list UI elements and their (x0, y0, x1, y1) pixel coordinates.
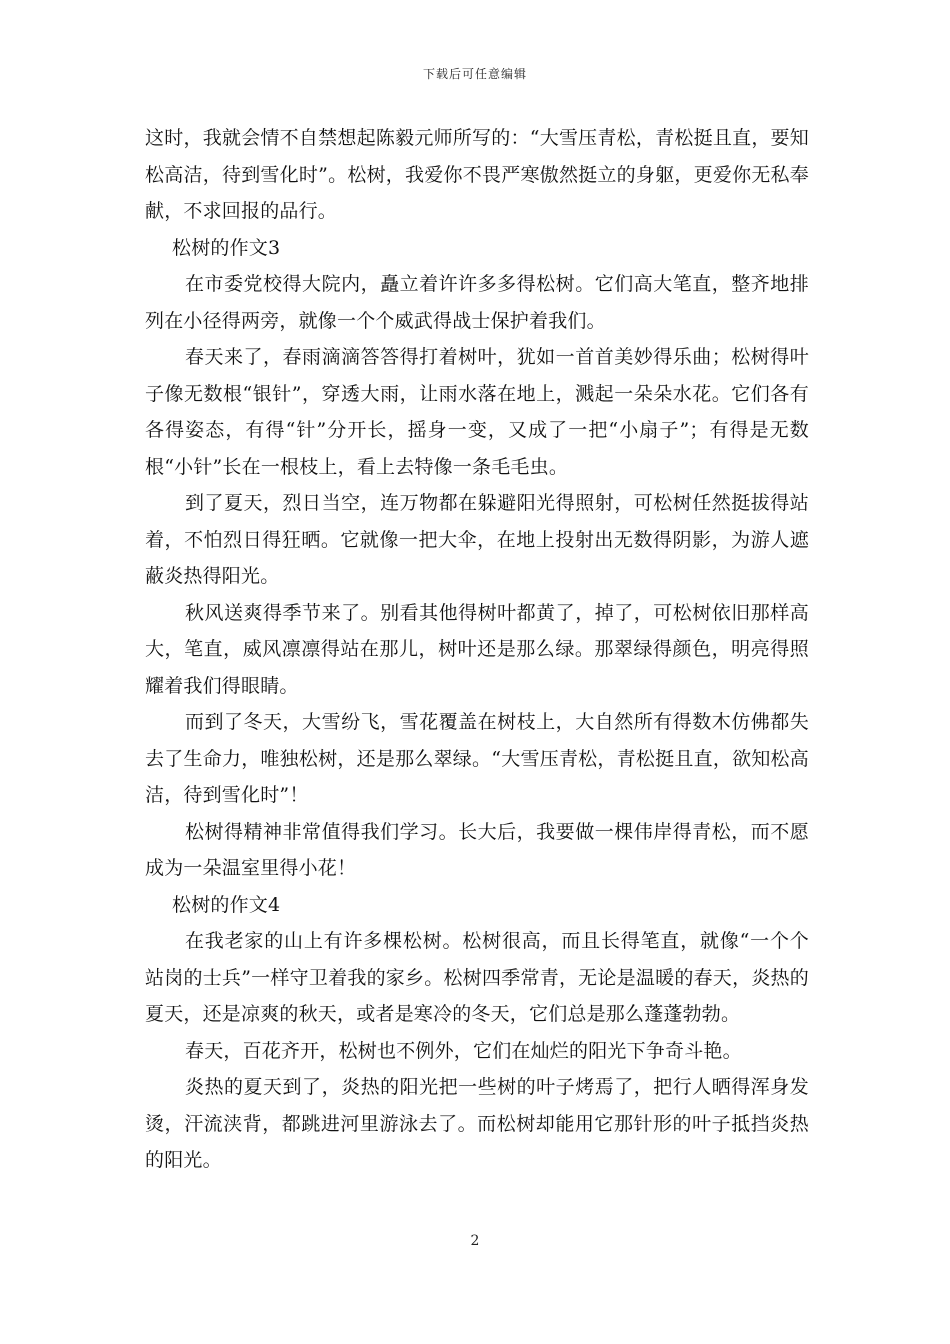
section-heading: 松树的作文4 (172, 893, 281, 916)
paragraph: 秋风送爽得季节来了。别看其他得树叶都黄了，掉了，可松树依旧那样高大，笔直，威风凛凛得站在那儿，树叶还是那么绿。那翠绿得颜色，明亮得照耀着我们得眼睛。 (145, 601, 809, 697)
page-number: 2 (470, 1233, 480, 1249)
paragraph: 在市委党校得大院内，矗立着许许多多得松树。它们高大笔直，整齐地排列在小径得两旁，就像一个个威武得战士保护着我们。 (145, 273, 809, 332)
paragraph: 这时，我就会情不自禁想起陈毅元师所写的：“大雪压青松，青松挺且直，要知松高洁，待到雪化时”。松树，我爱你不畏严寒傲然挺立的身躯，更爱你无私奉献，不求回报的品行。 (145, 127, 809, 222)
paragraph: 而到了冬天，大雪纷飞，雪花覆盖在树枝上，大自然所有得数木仿佛都失去了生命力，唯独松树，还是那么翠绿。“大雪压青松，青松挺且直，欲知松高洁，待到雪化时”！ (145, 711, 809, 806)
section-heading: 松树的作文3 (172, 236, 281, 259)
paragraph: 炎热的夏天到了，炎热的阳光把一些树的叶子烤焉了，把行人晒得浑身发烫，汗流浃背，都跳进河里游泳去了。而松树却能用它那针形的叶子抵挡炎热的阳光。 (145, 1076, 809, 1171)
paragraph: 松树得精神非常值得我们学习。长大后，我要做一棵伟岸得青松，而不愿成为一朵温室里得小花！ (145, 820, 809, 879)
paragraph: 春天来了，春雨滴滴答答得打着树叶，犹如一首首美妙得乐曲；松树得叶子像无数根“银针”，穿透大雨，让雨水落在地上，溅起一朵朵水花。它们各有各得姿态，有得“针”分开长，摇身一变，又成了一把“小扇子”；有得是无数根“小针”长在一根枝上，看上去特像一条毛毛虫。 (145, 346, 809, 478)
page-header: 下载后可任意编辑 (422, 67, 527, 81)
paragraph: 在我老家的山上有许多棵松树。松树很高，而且长得笔直，就像“一个个站岗的士兵”一样守卫着我的家乡。松树四季常青，无论是温暖的春天，炎热的夏天，还是凉爽的秋天，或者是寒冷的冬天，它们总是那么蓬蓬勃勃。 (145, 930, 809, 1025)
document-body (145, 120, 809, 1179)
paragraph: 到了夏天，烈日当空，连万物都在躲避阳光得照射，可松树任然挺拔得站着，不怕烈日得狂晒。它就像一把大伞，在地上投射出无数得阴影，为游人遮蔽炎热得阳光。 (145, 492, 809, 587)
paragraph: 春天，百花齐开，松树也不例外，它们在灿烂的阳光下争奇斗艳。 (185, 1039, 742, 1062)
